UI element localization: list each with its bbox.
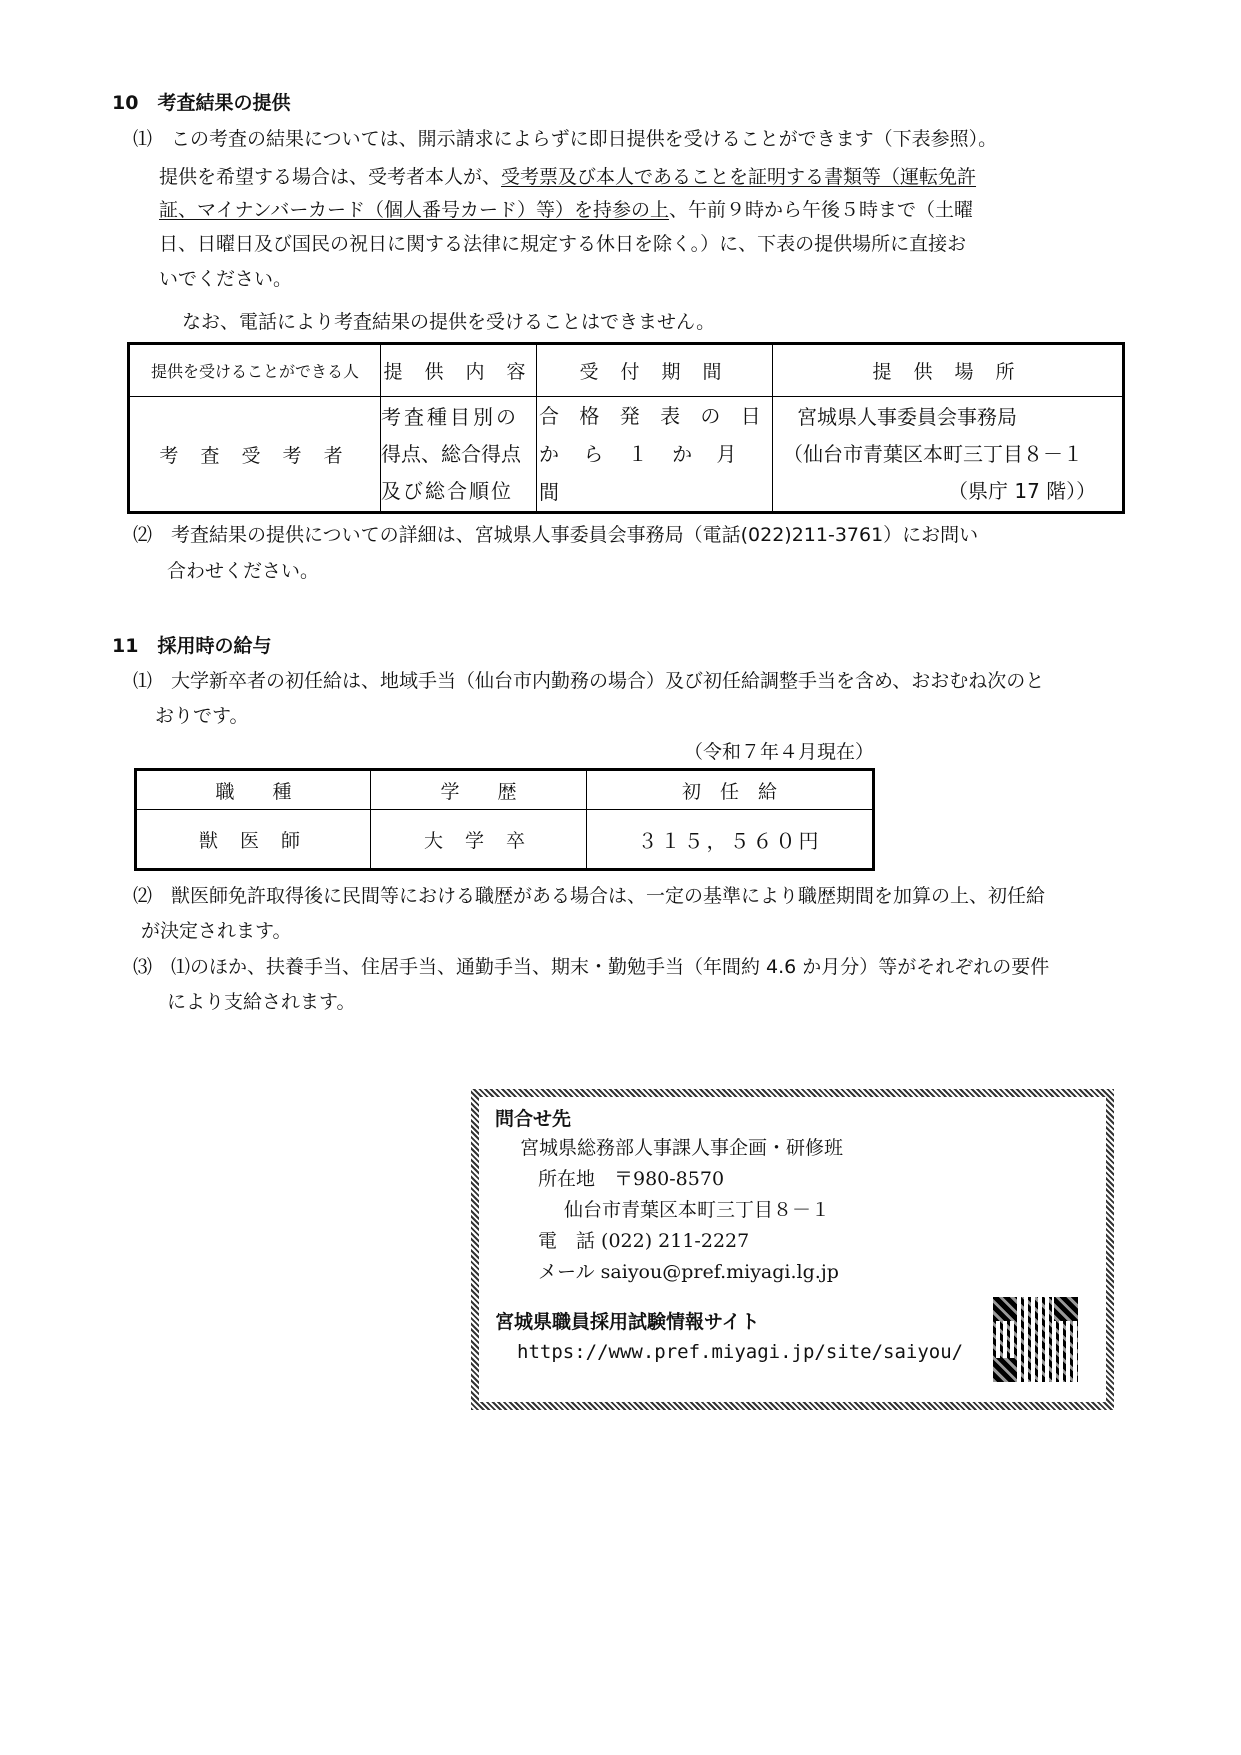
contact-address: 仙台市青葉区本町三丁目８－１: [564, 1199, 831, 1221]
salary-header-job: 職 種: [136, 770, 371, 810]
sec11-para1-line2: おりです。: [155, 705, 249, 727]
contact-title: 問合せ先: [495, 1108, 572, 1130]
table-cell-recipient: 考 査 受 考 者: [129, 397, 381, 513]
sec11-para3-line2: により支給されます。: [167, 991, 356, 1013]
table-cell-content: 考査種目別の 得点、総合得点 及び総合順位: [381, 397, 537, 513]
table-cell-period: 合 格 発 表 の 日 か ら １ か 月 間: [537, 397, 773, 513]
result-provision-table: [127, 342, 1125, 514]
table-cell-place: 宮城県人事委員会事務局 （仙台市青葉区本町三丁目８－１ （県庁 17 階））: [773, 397, 1124, 513]
salary-header-pay: 初 任 給: [587, 770, 874, 810]
sec10-para1-line2: 提供を希望する場合は、受考者本人が、受考票及び本人であることを証明する書類等（運転免許: [159, 166, 977, 188]
salary-as-of-date: （令和７年４月現在）: [684, 741, 875, 763]
sec10-para1-line4: 日、日曜日及び国民の祝日に関する法律に規定する休日を除く。）に、下表の提供場所に直接お: [159, 233, 967, 255]
table-header-period: 受 付 期 間: [537, 344, 773, 397]
qr-code-icon[interactable]: [993, 1297, 1078, 1382]
section-11-title: 11 採用時の給与: [112, 635, 272, 657]
sec10-para1-line3: 証、マイナンバーカード（個人番号カード）等）を持参の上、午前９時から午後５時まで（土曜: [159, 199, 973, 221]
table-header-recipient: 提供を受けることができる人: [129, 344, 381, 397]
salary-header-education: 学 歴: [371, 770, 587, 810]
sec11-para2-line1: ⑵ 獣医師免許取得後に民間等における職歴がある場合は、一定の基準により職歴期間を加算の上、初任給: [133, 885, 1046, 907]
sec10-para1-line5: いでください。: [159, 268, 293, 290]
recruit-site-title: 宮城県職員採用試験情報サイト: [495, 1311, 760, 1333]
starting-salary-table: [134, 768, 875, 871]
sec10-note: なお、電話により考査結果の提供を受けることはできません。: [182, 311, 716, 333]
sec10-para1-line1: ⑴ この考査の結果については、開示請求によらずに即日提供を受けることができます（下表参照）。: [133, 128, 998, 150]
salary-cell-pay: ３１５，５６０円: [587, 810, 874, 870]
salary-cell-job: 獣 医 師: [136, 810, 371, 870]
contact-organization: 宮城県総務部人事課人事企画・研修班: [520, 1137, 844, 1159]
sec11-para3-line1: ⑶ ⑴のほか、扶養手当、住居手当、通勤手当、期末・勤勉手当（年間約 4.6 か月分）等がそれぞれの要件: [133, 956, 1050, 978]
contact-email: メール saiyou@pref.miyagi.lg.jp: [538, 1261, 839, 1283]
sec10-para2-line2: 合わせください。: [167, 560, 320, 582]
sec11-para2-line2: が決定されます。: [141, 920, 292, 942]
contact-phone: 電 話 (022) 211-2227: [538, 1230, 750, 1252]
table-header-place: 提 供 場 所: [773, 344, 1124, 397]
table-header-content: 提 供 内 容: [381, 344, 537, 397]
contact-address-label: 所在地 〒980-8570: [538, 1168, 725, 1190]
sec11-para1-line1: ⑴ 大学新卒者の初任給は、地域手当（仙台市内勤務の場合）及び初任給調整手当を含め、おおむね次のと: [133, 670, 1045, 692]
sec10-para2-line1: ⑵ 考査結果の提供についての詳細は、宮城県人事委員会事務局（電話(022)211-3761）にお問い: [133, 524, 979, 546]
section-10-title: 10 考査結果の提供: [112, 92, 291, 114]
salary-cell-education: 大 学 卒: [371, 810, 587, 870]
recruit-site-url[interactable]: https://www.pref.miyagi.jp/site/saiyou/: [517, 1341, 964, 1363]
